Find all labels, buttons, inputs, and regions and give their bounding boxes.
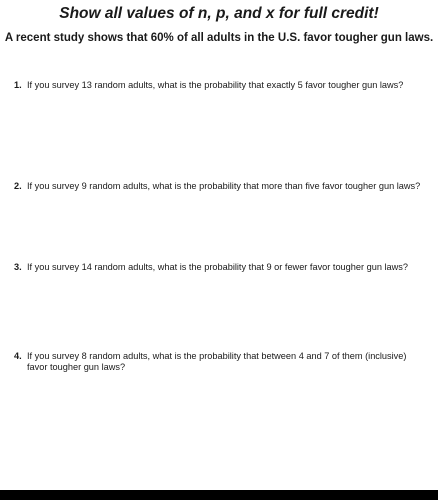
question-4 (14, 351, 429, 373)
question-number: 2. (14, 181, 22, 191)
question-number: 1. (14, 80, 22, 90)
worksheet-intro: A recent study shows that 60% of all adults in the U.S. favor tougher gun laws. (4, 32, 434, 44)
question-text: If you survey 9 random adults, what is the probability that more than five favor tougher gun laws? (27, 181, 421, 191)
question-1 (14, 80, 429, 91)
question-3 (14, 262, 429, 273)
question-number: 3. (14, 262, 22, 272)
worksheet-title: Show all values of n, p, and x for full credit! (59, 5, 379, 22)
question-2 (14, 181, 429, 192)
question-text: If you survey 14 random adults, what is the probability that 9 or fewer favor tougher gun laws? (27, 262, 408, 272)
question-text: If you survey 13 random adults, what is the probability that exactly 5 favor tougher gun laws? (27, 80, 404, 90)
bottom-border-bar (0, 490, 438, 500)
question-text: If you survey 8 random adults, what is the probability that between 4 and 7 of them (inclusive) favor tougher gun laws? (27, 351, 407, 372)
question-number: 4. (14, 351, 22, 361)
